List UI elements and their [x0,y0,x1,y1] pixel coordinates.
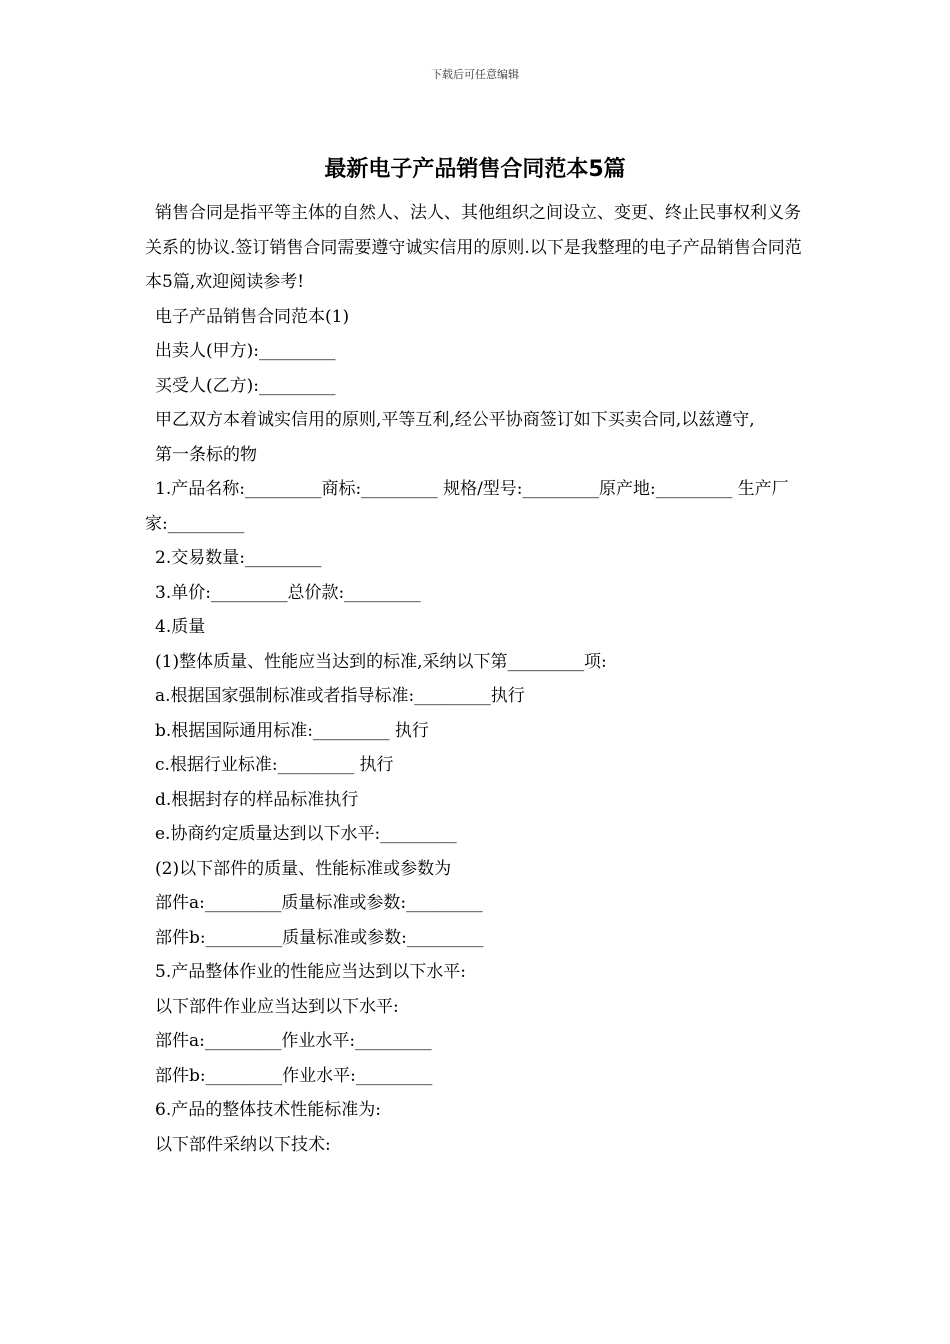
paragraph: 出卖人(甲方):_________ [155,341,336,361]
paragraph: 部件a:_________作业水平:_________ [155,1031,432,1051]
paragraph: 甲乙双方本着诚实信用的原则,平等互利,经公平协商签订如下买卖合同,以兹遵守, [155,410,755,430]
paragraph: 1.产品名称:_________商标:_________ 规格/型号:_________原产地:_________ 生产厂家:_________ [145,479,789,534]
paragraph: 部件b:_________作业水平:_________ [155,1065,433,1086]
paragraph: 第一条标的物 [155,444,257,465]
paragraph: 部件b:_________质量标准或参数:_________ [155,927,484,948]
paragraph: 5.产品整体作业的性能应当达到以下水平: [155,962,466,982]
paragraph: c.根据行业标准:_________ 执行 [155,755,394,775]
paragraph: d.根据封存的样品标准执行 [155,789,359,810]
header-note: 下载后可任意编辑 [431,68,519,81]
paragraph: 销售合同是指平等主体的自然人、法人、其他组织之间设立、变更、终止民事权利义务关系的协议.签订销售合同需要遵守诚实信用的原则.以下是我整理的电子产品销售合同范本5篇,欢迎阅读参考! [145,203,802,292]
paragraph: (1)整体质量、性能应当达到的标准,采纳以下第_________项: [155,651,607,672]
paragraph: 2.交易数量:_________ [155,548,322,568]
paragraph: b.根据国际通用标准:_________ 执行 [155,720,429,741]
paragraph: 以下部件作业应当达到以下水平: [155,996,399,1017]
paragraph: 4.质量 [155,617,206,637]
paragraph: 电子产品销售合同范本(1) [155,306,350,327]
paragraph: 以下部件采纳以下技术: [155,1134,331,1155]
document-title: 最新电子产品销售合同范本5篇 [324,157,626,182]
paragraph: 3.单价:_________总价款:_________ [155,582,421,603]
paragraph: e.协商约定质量达到以下水平:_________ [155,824,457,844]
paragraph: a.根据国家强制标准或者指导标准:_________执行 [155,686,525,706]
paragraph: 6.产品的整体技术性能标准为: [155,1100,381,1120]
paragraph: 买受人(乙方):_________ [155,375,336,396]
paragraph: (2)以下部件的质量、性能标准或参数为 [155,858,452,879]
paragraph: 部件a:_________质量标准或参数:_________ [155,893,483,913]
document-body [145,196,809,1162]
